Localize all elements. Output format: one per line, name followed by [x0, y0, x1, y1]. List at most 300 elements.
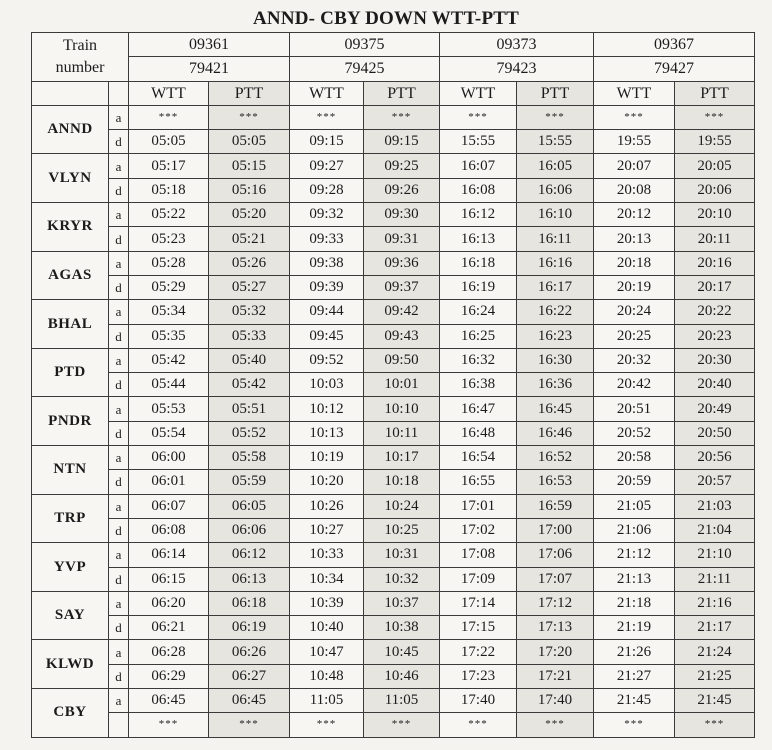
arrival-departure-flag: d: [109, 324, 129, 348]
arrival-departure-flag: d: [109, 227, 129, 251]
time-cell: 06:27: [209, 664, 290, 688]
time-cell: 05:05: [209, 130, 290, 154]
time-cell: 17:20: [517, 640, 594, 664]
time-cell: 05:59: [209, 470, 290, 494]
time-cell: 05:44: [129, 373, 209, 397]
station-name: PNDR: [32, 397, 109, 446]
time-cell: 06:14: [129, 543, 209, 567]
time-cell: ***: [209, 105, 290, 129]
arrival-departure-flag: [109, 713, 129, 737]
station-name: VLYN: [32, 154, 109, 203]
timetable-row: [32, 664, 755, 688]
time-cell: ***: [364, 105, 440, 129]
arrival-departure-flag: d: [109, 275, 129, 299]
time-cell: 20:56: [675, 446, 755, 470]
time-cell: 17:09: [440, 567, 517, 591]
time-cell: 05:20: [209, 203, 290, 227]
time-cell: 05:33: [209, 324, 290, 348]
time-cell: 16:05: [517, 154, 594, 178]
time-cell: 21:45: [675, 689, 755, 713]
station-name: BHAL: [32, 300, 109, 349]
time-cell: 16:08: [440, 178, 517, 202]
time-cell: 21:45: [594, 689, 675, 713]
time-cell: 20:57: [675, 470, 755, 494]
arrival-departure-flag: d: [109, 567, 129, 591]
timetable-row: [32, 543, 755, 567]
time-cell: 20:52: [594, 421, 675, 445]
time-cell: 09:15: [290, 130, 364, 154]
timetable-row: [32, 640, 755, 664]
time-cell: 10:18: [364, 470, 440, 494]
time-cell: 10:03: [290, 373, 364, 397]
time-cell: 10:10: [364, 397, 440, 421]
time-cell: 20:16: [675, 251, 755, 275]
arrival-departure-flag: a: [109, 591, 129, 615]
train-number-cell: 09375: [290, 33, 440, 57]
time-cell: 05:42: [129, 348, 209, 372]
time-cell: 16:32: [440, 348, 517, 372]
time-cell: 09:25: [364, 154, 440, 178]
time-cell: 20:07: [594, 154, 675, 178]
timetable-row: [32, 348, 755, 372]
time-cell: 15:55: [517, 130, 594, 154]
time-cell: 17:22: [440, 640, 517, 664]
time-cell: 21:18: [594, 591, 675, 615]
ptt-header: PTT: [364, 81, 440, 105]
arrival-departure-flag: d: [109, 178, 129, 202]
time-cell: 19:55: [675, 130, 755, 154]
time-cell: 06:08: [129, 518, 209, 542]
time-cell: 05:26: [209, 251, 290, 275]
time-cell: ***: [129, 713, 209, 737]
time-cell: 20:49: [675, 397, 755, 421]
time-cell: 05:52: [209, 421, 290, 445]
time-cell: 10:34: [290, 567, 364, 591]
time-cell: 05:21: [209, 227, 290, 251]
time-cell: 16:55: [440, 470, 517, 494]
time-cell: 21:12: [594, 543, 675, 567]
arrival-departure-flag: a: [109, 154, 129, 178]
time-cell: 06:21: [129, 616, 209, 640]
timetable-row: [32, 227, 755, 251]
time-cell: 09:15: [364, 130, 440, 154]
time-cell: 20:25: [594, 324, 675, 348]
timetable-row: [32, 591, 755, 615]
time-cell: 09:30: [364, 203, 440, 227]
arrival-departure-flag: a: [109, 543, 129, 567]
time-cell: ***: [440, 105, 517, 129]
arrival-departure-flag: a: [109, 348, 129, 372]
station-name: NTN: [32, 446, 109, 495]
time-cell: 17:15: [440, 616, 517, 640]
time-cell: 09:32: [290, 203, 364, 227]
time-cell: 20:32: [594, 348, 675, 372]
time-cell: 21:26: [594, 640, 675, 664]
blank-cell: [109, 81, 129, 105]
station-name: KLWD: [32, 640, 109, 689]
time-cell: 20:11: [675, 227, 755, 251]
timetable-row: [32, 567, 755, 591]
time-cell: 06:45: [209, 689, 290, 713]
timetable-row: [32, 178, 755, 202]
time-cell: ***: [517, 713, 594, 737]
time-cell: 06:29: [129, 664, 209, 688]
time-cell: ***: [675, 105, 755, 129]
time-cell: 06:06: [209, 518, 290, 542]
time-cell: 10:25: [364, 518, 440, 542]
wtt-header: WTT: [290, 81, 364, 105]
wtt-header: WTT: [594, 81, 675, 105]
arrival-departure-flag: d: [109, 616, 129, 640]
time-cell: 10:26: [290, 494, 364, 518]
timetable-row: [32, 373, 755, 397]
time-cell: 16:47: [440, 397, 517, 421]
time-cell: 10:47: [290, 640, 364, 664]
time-cell: ***: [594, 713, 675, 737]
time-cell: 20:05: [675, 154, 755, 178]
time-cell: 05:22: [129, 203, 209, 227]
timetable-row: [32, 105, 755, 129]
station-name: TRP: [32, 494, 109, 543]
time-cell: 10:20: [290, 470, 364, 494]
timetable: [31, 32, 755, 738]
time-cell: 10:17: [364, 446, 440, 470]
time-cell: 05:23: [129, 227, 209, 251]
station-name: CBY: [32, 689, 109, 738]
time-cell: 09:26: [364, 178, 440, 202]
train-number-cell: 79421: [129, 57, 290, 81]
time-cell: 16:24: [440, 300, 517, 324]
time-cell: 20:06: [675, 178, 755, 202]
arrival-departure-flag: a: [109, 640, 129, 664]
time-cell: 09:43: [364, 324, 440, 348]
time-cell: 20:58: [594, 446, 675, 470]
time-cell: 17:21: [517, 664, 594, 688]
time-cell: 17:40: [440, 689, 517, 713]
time-cell: 05:42: [209, 373, 290, 397]
time-cell: 17:40: [517, 689, 594, 713]
time-cell: 17:14: [440, 591, 517, 615]
time-cell: 09:38: [290, 251, 364, 275]
time-cell: 09:44: [290, 300, 364, 324]
arrival-departure-flag: d: [109, 518, 129, 542]
time-cell: 21:17: [675, 616, 755, 640]
time-cell: ***: [594, 105, 675, 129]
time-cell: 20:17: [675, 275, 755, 299]
time-cell: 09:33: [290, 227, 364, 251]
time-cell: 16:17: [517, 275, 594, 299]
time-cell: 16:19: [440, 275, 517, 299]
time-cell: 20:13: [594, 227, 675, 251]
time-cell: 10:24: [364, 494, 440, 518]
time-cell: 06:19: [209, 616, 290, 640]
timetable-row: [32, 616, 755, 640]
time-cell: 09:27: [290, 154, 364, 178]
time-cell: 11:05: [364, 689, 440, 713]
time-cell: ***: [675, 713, 755, 737]
time-cell: 16:23: [517, 324, 594, 348]
time-cell: 06:12: [209, 543, 290, 567]
timetable-row: [32, 275, 755, 299]
time-cell: 06:13: [209, 567, 290, 591]
time-cell: 20:18: [594, 251, 675, 275]
time-cell: 20:51: [594, 397, 675, 421]
time-cell: 21:04: [675, 518, 755, 542]
time-cell: 06:26: [209, 640, 290, 664]
time-cell: 05:51: [209, 397, 290, 421]
time-cell: 16:48: [440, 421, 517, 445]
time-cell: 06:05: [209, 494, 290, 518]
arrival-departure-flag: a: [109, 494, 129, 518]
time-cell: 21:27: [594, 664, 675, 688]
time-cell: 17:00: [517, 518, 594, 542]
time-cell: 17:23: [440, 664, 517, 688]
timetable-row: [32, 130, 755, 154]
train-number-cell: 09367: [594, 33, 755, 57]
time-cell: 10:32: [364, 567, 440, 591]
timetable-row: [32, 494, 755, 518]
timetable-row: [32, 689, 755, 713]
time-cell: 10:46: [364, 664, 440, 688]
time-cell: 17:06: [517, 543, 594, 567]
time-cell: 20:59: [594, 470, 675, 494]
arrival-departure-flag: d: [109, 373, 129, 397]
time-cell: 16:12: [440, 203, 517, 227]
time-cell: ***: [129, 105, 209, 129]
time-cell: 05:58: [209, 446, 290, 470]
ptt-header: PTT: [675, 81, 755, 105]
time-cell: 21:19: [594, 616, 675, 640]
time-cell: 16:30: [517, 348, 594, 372]
time-cell: 21:16: [675, 591, 755, 615]
time-cell: 20:23: [675, 324, 755, 348]
time-cell: 05:35: [129, 324, 209, 348]
time-cell: 06:01: [129, 470, 209, 494]
time-cell: 06:00: [129, 446, 209, 470]
time-cell: 06:07: [129, 494, 209, 518]
train-number-label: [32, 33, 129, 82]
page-title: ANND- CBY DOWN WTT-PTT: [252, 8, 520, 29]
timetable-row: [32, 324, 755, 348]
header-row-train-1: [32, 33, 755, 57]
ptt-header: PTT: [209, 81, 290, 105]
time-cell: 16:06: [517, 178, 594, 202]
time-cell: 16:46: [517, 421, 594, 445]
time-cell: 05:18: [129, 178, 209, 202]
arrival-departure-flag: a: [109, 203, 129, 227]
time-cell: 09:39: [290, 275, 364, 299]
time-cell: ***: [209, 713, 290, 737]
time-cell: 16:07: [440, 154, 517, 178]
time-cell: 16:22: [517, 300, 594, 324]
time-cell: 05:54: [129, 421, 209, 445]
time-cell: 10:37: [364, 591, 440, 615]
station-name: ANND: [32, 105, 109, 154]
time-cell: 17:08: [440, 543, 517, 567]
time-cell: 10:11: [364, 421, 440, 445]
time-cell: 05:28: [129, 251, 209, 275]
train-number-cell: 79427: [594, 57, 755, 81]
time-cell: 16:45: [517, 397, 594, 421]
time-cell: 11:05: [290, 689, 364, 713]
blank-cell: [32, 81, 109, 105]
time-cell: 16:11: [517, 227, 594, 251]
timetable-row: [32, 470, 755, 494]
time-cell: 06:15: [129, 567, 209, 591]
time-cell: 20:08: [594, 178, 675, 202]
timetable-row: [32, 300, 755, 324]
time-cell: 09:50: [364, 348, 440, 372]
time-cell: 20:22: [675, 300, 755, 324]
time-cell: 06:28: [129, 640, 209, 664]
time-cell: 17:12: [517, 591, 594, 615]
time-cell: ***: [290, 105, 364, 129]
time-cell: 10:33: [290, 543, 364, 567]
time-cell: 16:59: [517, 494, 594, 518]
time-cell: 05:34: [129, 300, 209, 324]
arrival-departure-flag: d: [109, 130, 129, 154]
time-cell: 20:42: [594, 373, 675, 397]
time-cell: ***: [517, 105, 594, 129]
time-cell: 10:48: [290, 664, 364, 688]
timetable-row: [32, 518, 755, 542]
time-cell: 21:10: [675, 543, 755, 567]
time-cell: 15:55: [440, 130, 517, 154]
timetable-row: [32, 446, 755, 470]
time-cell: 06:20: [129, 591, 209, 615]
arrival-departure-flag: a: [109, 689, 129, 713]
station-name: YVP: [32, 543, 109, 592]
arrival-departure-flag: a: [109, 397, 129, 421]
time-cell: 09:36: [364, 251, 440, 275]
arrival-departure-flag: d: [109, 421, 129, 445]
time-cell: ***: [440, 713, 517, 737]
time-cell: 16:10: [517, 203, 594, 227]
time-cell: 19:55: [594, 130, 675, 154]
time-cell: 10:45: [364, 640, 440, 664]
time-cell: 16:52: [517, 446, 594, 470]
time-cell: 21:06: [594, 518, 675, 542]
time-cell: 20:40: [675, 373, 755, 397]
timetable-body: [32, 33, 755, 738]
station-name: AGAS: [32, 251, 109, 300]
timetable-row: [32, 154, 755, 178]
ptt-header: PTT: [517, 81, 594, 105]
time-cell: 16:25: [440, 324, 517, 348]
time-cell: 20:24: [594, 300, 675, 324]
time-cell: 17:01: [440, 494, 517, 518]
time-cell: 17:07: [517, 567, 594, 591]
train-number-cell: 79425: [290, 57, 440, 81]
train-number-cell: 79423: [440, 57, 594, 81]
arrival-departure-flag: a: [109, 446, 129, 470]
time-cell: 20:50: [675, 421, 755, 445]
time-cell: 05:16: [209, 178, 290, 202]
time-cell: 09:52: [290, 348, 364, 372]
time-cell: 10:27: [290, 518, 364, 542]
train-label-line1: Train: [62, 36, 98, 54]
time-cell: 05:40: [209, 348, 290, 372]
arrival-departure-flag: d: [109, 470, 129, 494]
time-cell: 16:13: [440, 227, 517, 251]
time-cell: ***: [364, 713, 440, 737]
time-cell: 21:24: [675, 640, 755, 664]
time-cell: ***: [290, 713, 364, 737]
time-cell: 10:38: [364, 616, 440, 640]
time-cell: 10:31: [364, 543, 440, 567]
time-cell: 20:10: [675, 203, 755, 227]
time-cell: 09:42: [364, 300, 440, 324]
time-cell: 05:05: [129, 130, 209, 154]
time-cell: 16:36: [517, 373, 594, 397]
time-cell: 10:40: [290, 616, 364, 640]
time-cell: 16:16: [517, 251, 594, 275]
time-cell: 20:12: [594, 203, 675, 227]
timetable-row: [32, 713, 755, 737]
time-cell: 21:05: [594, 494, 675, 518]
timetable-row: [32, 203, 755, 227]
time-cell: 10:12: [290, 397, 364, 421]
time-cell: 05:32: [209, 300, 290, 324]
arrival-departure-flag: a: [109, 300, 129, 324]
time-cell: 16:18: [440, 251, 517, 275]
time-cell: 09:31: [364, 227, 440, 251]
time-cell: 16:38: [440, 373, 517, 397]
timetable-row: [32, 251, 755, 275]
timetable-row: [32, 421, 755, 445]
time-cell: 06:18: [209, 591, 290, 615]
time-cell: 10:13: [290, 421, 364, 445]
time-cell: 21:03: [675, 494, 755, 518]
time-cell: 05:15: [209, 154, 290, 178]
time-cell: 17:13: [517, 616, 594, 640]
time-cell: 09:28: [290, 178, 364, 202]
time-cell: 16:53: [517, 470, 594, 494]
time-cell: 09:37: [364, 275, 440, 299]
time-cell: 17:02: [440, 518, 517, 542]
time-cell: 20:19: [594, 275, 675, 299]
time-cell: 05:17: [129, 154, 209, 178]
time-cell: 05:29: [129, 275, 209, 299]
time-cell: 21:25: [675, 664, 755, 688]
train-number-cell: 09373: [440, 33, 594, 57]
station-name: KRYR: [32, 203, 109, 252]
time-cell: 05:53: [129, 397, 209, 421]
time-cell: 10:19: [290, 446, 364, 470]
timetable-row: [32, 397, 755, 421]
time-cell: 20:30: [675, 348, 755, 372]
wtt-header: WTT: [440, 81, 517, 105]
time-cell: 10:01: [364, 373, 440, 397]
arrival-departure-flag: a: [109, 251, 129, 275]
train-label-line2: number: [55, 58, 105, 76]
time-cell: 05:27: [209, 275, 290, 299]
header-row-wtt-ptt: [32, 81, 755, 105]
station-name: PTD: [32, 348, 109, 397]
time-cell: 10:39: [290, 591, 364, 615]
time-cell: 09:45: [290, 324, 364, 348]
time-cell: 16:54: [440, 446, 517, 470]
header-row-train-2: [32, 57, 755, 81]
arrival-departure-flag: a: [109, 105, 129, 129]
station-name: SAY: [32, 591, 109, 640]
time-cell: 21:13: [594, 567, 675, 591]
time-cell: 06:45: [129, 689, 209, 713]
arrival-departure-flag: d: [109, 664, 129, 688]
train-number-cell: 09361: [129, 33, 290, 57]
time-cell: 21:11: [675, 567, 755, 591]
wtt-header: WTT: [129, 81, 209, 105]
